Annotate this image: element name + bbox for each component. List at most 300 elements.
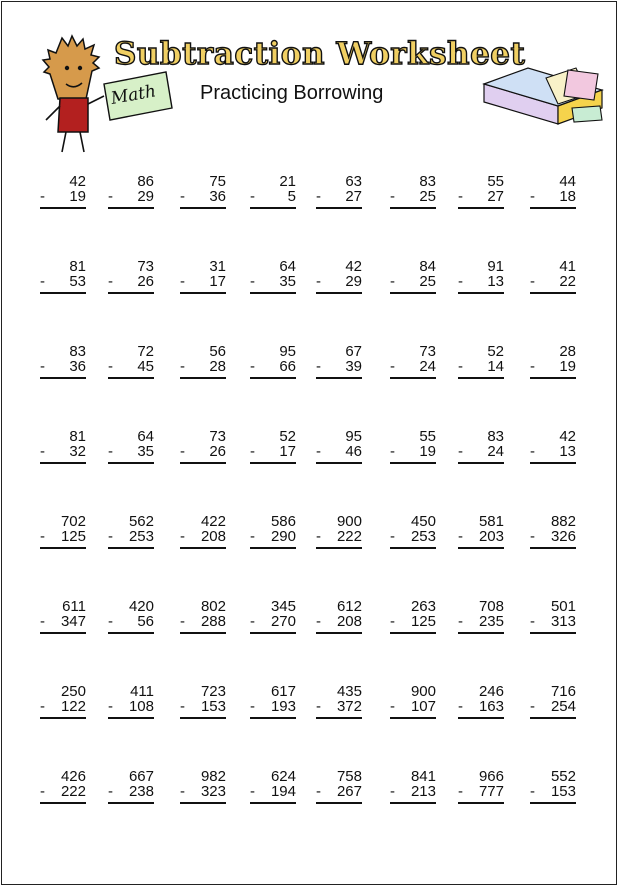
subtrahend: 25 -	[390, 273, 436, 290]
subtraction-problem	[108, 259, 168, 299]
minus-sign: -	[390, 528, 395, 545]
subtrahend: 270 -	[250, 613, 296, 630]
minuend: 420	[128, 598, 154, 615]
subtraction-problem	[458, 514, 518, 554]
minus-sign: -	[40, 273, 45, 290]
answer-line	[390, 462, 436, 464]
minuend: 716	[550, 683, 576, 700]
subtrahend: 19 -	[530, 358, 576, 375]
subtraction-problem	[250, 259, 310, 299]
minus-sign: -	[316, 613, 321, 630]
subtraction-problem	[390, 259, 450, 299]
minuend: 501	[550, 598, 576, 615]
minuend: 667	[128, 768, 154, 785]
subtrahend: 19 -	[390, 443, 436, 460]
answer-line	[40, 717, 86, 719]
answer-line	[316, 377, 362, 379]
subtraction-problem	[250, 514, 310, 554]
subtrahend: 267 -	[316, 783, 362, 800]
answer-line	[458, 292, 504, 294]
minus-sign: -	[390, 783, 395, 800]
subtrahend: 194 -	[250, 783, 296, 800]
minus-sign: -	[180, 188, 185, 205]
subtraction-problem	[250, 174, 310, 214]
minuend: 72	[137, 343, 154, 360]
subtraction-problem	[108, 769, 168, 809]
minuend: 81	[69, 258, 86, 275]
subtraction-problem	[316, 599, 376, 639]
answer-line	[316, 462, 362, 464]
minuend: 28	[559, 343, 576, 360]
minuend: 246	[478, 683, 504, 700]
answer-line	[108, 207, 154, 209]
minuend: 83	[419, 173, 436, 190]
minus-sign: -	[390, 358, 395, 375]
minuend: 52	[279, 428, 296, 445]
minus-sign: -	[180, 783, 185, 800]
subtraction-problem	[390, 769, 450, 809]
minus-sign: -	[40, 188, 45, 205]
minus-sign: -	[390, 443, 395, 460]
subtrahend: 29 -	[316, 273, 362, 290]
subtrahend: 313 -	[530, 613, 576, 630]
subtrahend: 153 -	[180, 698, 226, 715]
subtraction-problem	[316, 344, 376, 384]
subtraction-problem	[316, 769, 376, 809]
minus-sign: -	[530, 358, 535, 375]
minuend: 83	[69, 343, 86, 360]
minuend: 624	[270, 768, 296, 785]
answer-line	[316, 207, 362, 209]
answer-line	[530, 717, 576, 719]
minus-sign: -	[458, 188, 463, 205]
subtrahend: 29 -	[108, 188, 154, 205]
minus-sign: -	[108, 443, 113, 460]
subtrahend: 323 -	[180, 783, 226, 800]
subtrahend: 45 -	[108, 358, 154, 375]
subtraction-problem	[40, 684, 100, 724]
minus-sign: -	[250, 273, 255, 290]
subtraction-problem	[250, 599, 310, 639]
subtrahend: 13 -	[530, 443, 576, 460]
minus-sign: -	[530, 783, 535, 800]
minuend: 611	[62, 598, 86, 615]
answer-line	[316, 292, 362, 294]
minuend: 44	[559, 173, 576, 190]
minus-sign: -	[458, 783, 463, 800]
subtraction-problem	[390, 684, 450, 724]
minus-sign: -	[40, 358, 45, 375]
minuend: 581	[478, 513, 504, 530]
minus-sign: -	[250, 188, 255, 205]
answer-line	[316, 632, 362, 634]
minus-sign: -	[108, 613, 113, 630]
answer-line	[180, 547, 226, 549]
subtraction-problem	[40, 174, 100, 214]
subtrahend: 18 -	[530, 188, 576, 205]
subtrahend: 235 -	[458, 613, 504, 630]
minuend: 841	[410, 768, 436, 785]
subtrahend: 24 -	[390, 358, 436, 375]
minus-sign: -	[316, 443, 321, 460]
answer-line	[390, 377, 436, 379]
minuend: 263	[410, 598, 436, 615]
subtrahend: 125 -	[40, 528, 86, 545]
minus-sign: -	[250, 613, 255, 630]
minus-sign: -	[250, 528, 255, 545]
subtraction-problem	[530, 599, 590, 639]
answer-line	[180, 292, 226, 294]
minus-sign: -	[108, 698, 113, 715]
subtraction-problem	[458, 684, 518, 724]
subtraction-problem	[390, 514, 450, 554]
answer-line	[250, 717, 296, 719]
subtrahend: 53 -	[40, 273, 86, 290]
subtraction-problem	[316, 514, 376, 554]
answer-line	[108, 377, 154, 379]
subtraction-problem	[40, 599, 100, 639]
subtraction-problem	[40, 429, 100, 469]
subtrahend: 213 -	[390, 783, 436, 800]
minuend: 562	[128, 513, 154, 530]
minus-sign: -	[316, 273, 321, 290]
subtrahend: 19 -	[40, 188, 86, 205]
minuend: 552	[550, 768, 576, 785]
subtrahend: 122 -	[40, 698, 86, 715]
subtrahend: 27 -	[316, 188, 362, 205]
subtraction-problem	[180, 429, 240, 469]
answer-line	[390, 717, 436, 719]
subtrahend: 253 -	[390, 528, 436, 545]
minus-sign: -	[250, 358, 255, 375]
minuend: 86	[137, 173, 154, 190]
subtraction-problem	[250, 769, 310, 809]
minus-sign: -	[180, 698, 185, 715]
subtraction-problem	[458, 174, 518, 214]
subtraction-problem	[530, 174, 590, 214]
minuend: 42	[559, 428, 576, 445]
subtraction-problem	[250, 429, 310, 469]
answer-line	[530, 292, 576, 294]
subtraction-problem	[40, 259, 100, 299]
minus-sign: -	[458, 273, 463, 290]
answer-line	[458, 717, 504, 719]
answer-line	[390, 547, 436, 549]
minuend: 73	[137, 258, 154, 275]
minuend: 982	[200, 768, 226, 785]
answer-line	[108, 717, 154, 719]
minus-sign: -	[180, 273, 185, 290]
answer-line	[40, 207, 86, 209]
answer-line	[180, 377, 226, 379]
minuend: 73	[419, 343, 436, 360]
subtrahend: 17 -	[250, 443, 296, 460]
subtrahend: 253 -	[108, 528, 154, 545]
subtraction-problem	[180, 174, 240, 214]
subtrahend: 193 -	[250, 698, 296, 715]
subtrahend: 36 -	[180, 188, 226, 205]
subtrahend: 222 -	[40, 783, 86, 800]
subtraction-problem	[180, 684, 240, 724]
answer-line	[458, 547, 504, 549]
minuend: 900	[336, 513, 362, 530]
subtrahend: 238 -	[108, 783, 154, 800]
minus-sign: -	[180, 358, 185, 375]
answer-line	[40, 632, 86, 634]
minuend: 882	[550, 513, 576, 530]
minus-sign: -	[316, 698, 321, 715]
minus-sign: -	[108, 358, 113, 375]
minus-sign: -	[180, 613, 185, 630]
subtraction-problem	[316, 174, 376, 214]
answer-line	[40, 292, 86, 294]
minus-sign: -	[458, 698, 463, 715]
subtraction-problem	[390, 174, 450, 214]
minuend: 55	[419, 428, 436, 445]
answer-line	[390, 802, 436, 804]
subtrahend: 5 -	[250, 188, 296, 205]
answer-line	[180, 207, 226, 209]
minus-sign: -	[40, 783, 45, 800]
answer-line	[250, 802, 296, 804]
minus-sign: -	[250, 443, 255, 460]
minus-sign: -	[180, 443, 185, 460]
answer-line	[316, 717, 362, 719]
subtraction-problem	[316, 259, 376, 299]
minus-sign: -	[458, 443, 463, 460]
answer-line	[316, 802, 362, 804]
answer-line	[390, 632, 436, 634]
minuend: 91	[487, 258, 504, 275]
minuend: 900	[410, 683, 436, 700]
answer-line	[40, 547, 86, 549]
answer-line	[458, 377, 504, 379]
minuend: 422	[200, 513, 226, 530]
minus-sign: -	[458, 613, 463, 630]
minuend: 435	[336, 683, 362, 700]
subtrahend: 14 -	[458, 358, 504, 375]
minuend: 31	[209, 258, 226, 275]
minus-sign: -	[530, 528, 535, 545]
minuend: 83	[487, 428, 504, 445]
subtraction-problem	[250, 344, 310, 384]
answer-line	[390, 207, 436, 209]
answer-line	[458, 632, 504, 634]
subtrahend: 17 -	[180, 273, 226, 290]
subtrahend: 347 -	[40, 613, 86, 630]
minus-sign: -	[390, 188, 395, 205]
minuend: 42	[345, 258, 362, 275]
subtrahend: 36 -	[40, 358, 86, 375]
minuend: 41	[559, 258, 576, 275]
minus-sign: -	[250, 783, 255, 800]
minuend: 617	[270, 683, 296, 700]
subtraction-problem	[108, 514, 168, 554]
subtrahend: 35 -	[108, 443, 154, 460]
subtraction-problem	[530, 514, 590, 554]
subtrahend: 66 -	[250, 358, 296, 375]
subtraction-problem	[180, 599, 240, 639]
minus-sign: -	[40, 698, 45, 715]
subtrahend: 26 -	[180, 443, 226, 460]
minuend: 63	[345, 173, 362, 190]
minuend: 802	[200, 598, 226, 615]
minus-sign: -	[40, 528, 45, 545]
minus-sign: -	[40, 443, 45, 460]
subtraction-problem	[530, 429, 590, 469]
answer-line	[530, 377, 576, 379]
subtrahend: 203 -	[458, 528, 504, 545]
answer-line	[250, 292, 296, 294]
minuend: 75	[209, 173, 226, 190]
minus-sign: -	[390, 273, 395, 290]
minuend: 411	[130, 683, 154, 700]
minus-sign: -	[530, 698, 535, 715]
answer-line	[40, 377, 86, 379]
answer-line	[40, 462, 86, 464]
minuend: 95	[345, 428, 362, 445]
subtraction-problem	[530, 769, 590, 809]
answer-line	[250, 462, 296, 464]
minuend: 67	[345, 343, 362, 360]
answer-line	[250, 377, 296, 379]
subtraction-problem	[530, 684, 590, 724]
minus-sign: -	[108, 783, 113, 800]
subtrahend: 35 -	[250, 273, 296, 290]
flash-cards-illustration	[480, 64, 606, 146]
minus-sign: -	[180, 528, 185, 545]
minuend: 21	[279, 173, 296, 190]
subtraction-problem	[458, 769, 518, 809]
answer-line	[250, 547, 296, 549]
worksheet-title: Subtraction Worksheet	[114, 36, 526, 72]
answer-line	[180, 802, 226, 804]
minuend: 84	[419, 258, 436, 275]
subtrahend: 125 -	[390, 613, 436, 630]
minus-sign: -	[458, 358, 463, 375]
answer-line	[390, 292, 436, 294]
subtrahend: 32 -	[40, 443, 86, 460]
subtraction-problem	[458, 344, 518, 384]
worksheet-page	[1, 1, 617, 885]
subtraction-problem	[250, 684, 310, 724]
subtrahend: 222 -	[316, 528, 362, 545]
minus-sign: -	[316, 188, 321, 205]
answer-line	[458, 207, 504, 209]
subtrahend: 26 -	[108, 273, 154, 290]
minuend: 723	[200, 683, 226, 700]
subtrahend: 372 -	[316, 698, 362, 715]
subtrahend: 163 -	[458, 698, 504, 715]
subtraction-problem	[390, 599, 450, 639]
answer-line	[180, 717, 226, 719]
subtrahend: 326 -	[530, 528, 576, 545]
subtrahend: 208 -	[316, 613, 362, 630]
subtrahend: 288 -	[180, 613, 226, 630]
answer-line	[250, 207, 296, 209]
subtrahend: 290 -	[250, 528, 296, 545]
answer-line	[530, 632, 576, 634]
minus-sign: -	[316, 358, 321, 375]
minuend: 966	[478, 768, 504, 785]
answer-line	[180, 632, 226, 634]
subtrahend: 777 -	[458, 783, 504, 800]
minus-sign: -	[108, 528, 113, 545]
subtraction-problem	[108, 429, 168, 469]
answer-line	[316, 547, 362, 549]
subtrahend: 27 -	[458, 188, 504, 205]
answer-line	[108, 632, 154, 634]
minus-sign: -	[458, 528, 463, 545]
minuend: 64	[279, 258, 296, 275]
minuend: 52	[487, 343, 504, 360]
answer-line	[108, 292, 154, 294]
subtraction-problem	[108, 174, 168, 214]
subtrahend: 153 -	[530, 783, 576, 800]
minuend: 73	[209, 428, 226, 445]
minus-sign: -	[108, 188, 113, 205]
minuend: 758	[336, 768, 362, 785]
answer-line	[40, 802, 86, 804]
sign-text: Math	[109, 81, 158, 109]
minuend: 95	[279, 343, 296, 360]
subtraction-problem	[108, 344, 168, 384]
answer-line	[530, 547, 576, 549]
subtraction-problem	[180, 344, 240, 384]
minuend: 64	[137, 428, 154, 445]
answer-line	[458, 462, 504, 464]
subtrahend: 107 -	[390, 698, 436, 715]
subtraction-problem	[108, 684, 168, 724]
subtraction-problem	[40, 769, 100, 809]
minuend: 702	[60, 513, 86, 530]
subtraction-problem	[458, 599, 518, 639]
minuend: 56	[209, 343, 226, 360]
worksheet-subtitle: Practicing Borrowing	[200, 82, 384, 104]
minuend: 586	[270, 513, 296, 530]
minus-sign: -	[530, 188, 535, 205]
answer-line	[530, 207, 576, 209]
subtraction-problem	[180, 514, 240, 554]
minuend: 250	[60, 683, 86, 700]
subtrahend: 56 -	[108, 613, 154, 630]
subtrahend: 13 -	[458, 273, 504, 290]
answer-line	[530, 802, 576, 804]
minuend: 426	[60, 768, 86, 785]
subtrahend: 208 -	[180, 528, 226, 545]
subtraction-problem	[390, 344, 450, 384]
answer-line	[530, 462, 576, 464]
answer-line	[458, 802, 504, 804]
minuend: 345	[270, 598, 296, 615]
subtrahend: 39 -	[316, 358, 362, 375]
subtrahend: 46 -	[316, 443, 362, 460]
minus-sign: -	[316, 783, 321, 800]
minus-sign: -	[316, 528, 321, 545]
subtraction-problem	[108, 599, 168, 639]
subtraction-problem	[316, 684, 376, 724]
subtraction-problem	[530, 344, 590, 384]
subtrahend: 22 -	[530, 273, 576, 290]
minus-sign: -	[390, 698, 395, 715]
minuend: 55	[487, 173, 504, 190]
subtraction-problem	[390, 429, 450, 469]
minuend: 81	[69, 428, 86, 445]
subtraction-problem	[180, 259, 240, 299]
answer-line	[250, 632, 296, 634]
answer-line	[180, 462, 226, 464]
answer-line	[108, 802, 154, 804]
